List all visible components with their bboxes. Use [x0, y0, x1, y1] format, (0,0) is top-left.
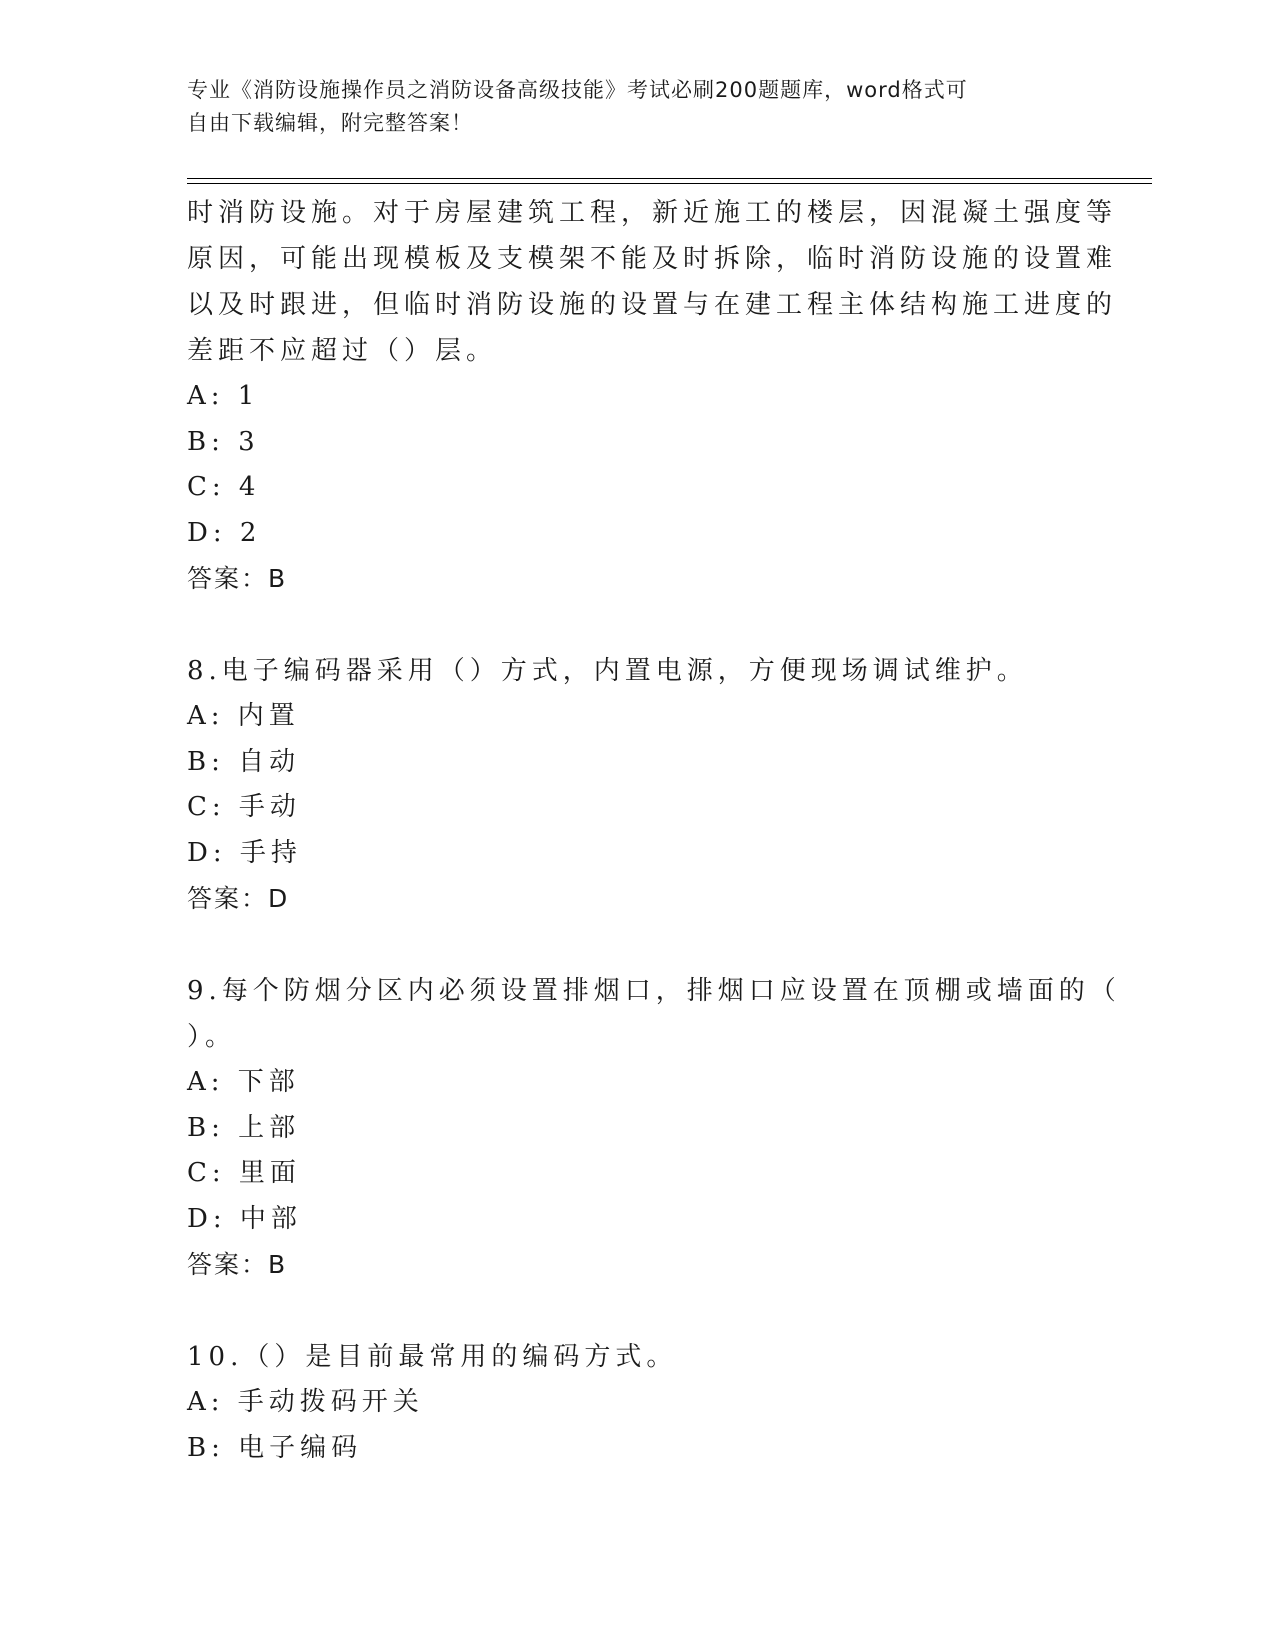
question-9 — [187, 968, 1121, 1288]
option-a: A: 内置 — [187, 701, 300, 731]
question-stem-line: 8.电子编码器采用（）方式，内置电源，方便现场调试维护。 — [187, 656, 1028, 686]
question-stem-line: 以及时跟进，但临时消防设施的设置与在建工程主体结构施工进度的 — [187, 290, 1118, 320]
option-b: B: 上部 — [187, 1112, 301, 1143]
option-d: D: 2 — [187, 517, 262, 548]
header-line-2: 自由下载编辑，附完整答案！ — [187, 111, 473, 135]
header-rule-bottom — [187, 183, 1152, 184]
header-line-1: 专业《消防设施操作员之消防设备高级技能》考试必刷200题题库，word格式可 — [187, 78, 968, 102]
answer-line: 答案：D — [187, 884, 290, 913]
option-c: C: 里面 — [187, 1158, 301, 1188]
option-d: D: 中部 — [187, 1203, 302, 1234]
document-header — [187, 74, 1067, 140]
question-stem-line: ）。 — [187, 1022, 237, 1052]
option-b: B: 电子编码 — [187, 1432, 363, 1463]
option-b: B: 自动 — [187, 746, 301, 777]
option-a: A: 下部 — [187, 1067, 300, 1097]
question-list — [187, 190, 1121, 1471]
question-stem-line: 差距不应超过（）层。 — [187, 336, 498, 366]
question-stem-line: 时消防设施。对于房屋建筑工程，新近施工的楼层，因混凝土强度等 — [187, 198, 1118, 228]
option-a: A: 1 — [187, 381, 260, 411]
question-stem-line: 9.每个防烟分区内必须设置排烟口，排烟口应设置在顶棚或墙面的（ — [187, 976, 1121, 1006]
question-8 — [187, 648, 1067, 922]
option-d: D: 手持 — [187, 837, 302, 868]
question-10 — [187, 1334, 1067, 1471]
question-stem-line: 10.（）是目前最常用的编码方式。 — [187, 1342, 678, 1372]
option-b: B: 3 — [187, 426, 260, 457]
question-7 — [187, 190, 1118, 602]
option-c: C: 4 — [187, 472, 261, 502]
option-a: A: 手动拨码开关 — [187, 1387, 424, 1417]
question-stem-line: 原因，可能出现模板及支模架不能及时拆除，临时消防设施的设置难 — [187, 244, 1118, 274]
header-rule-top — [187, 178, 1152, 179]
answer-line: 答案：B — [187, 1250, 288, 1279]
option-c: C: 手动 — [187, 792, 301, 822]
answer-line: 答案：B — [187, 564, 288, 593]
